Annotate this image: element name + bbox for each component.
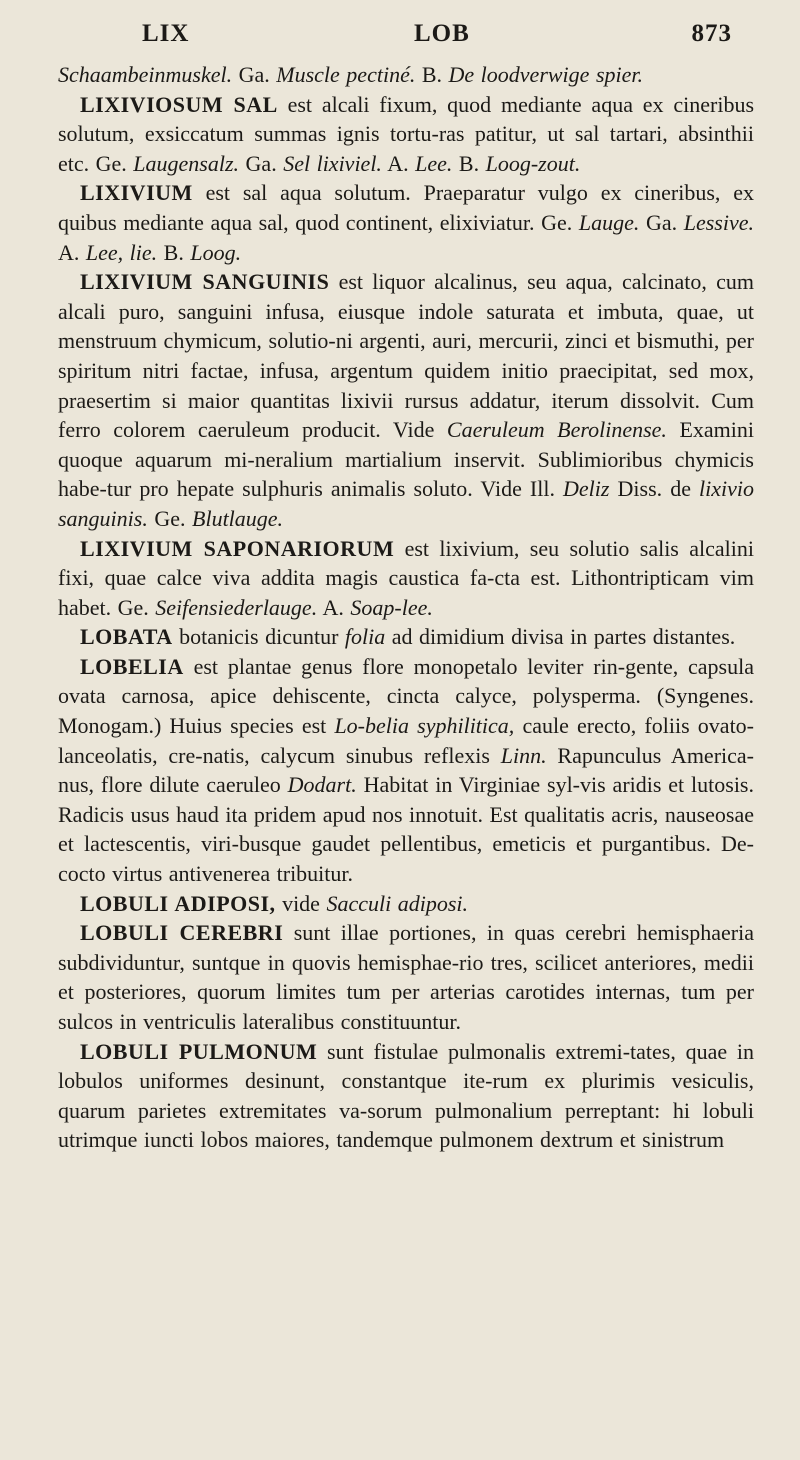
italic-text: Sel lixiviel. [283,150,382,176]
dictionary-entry [58,622,754,652]
entry-text: sunt illae portiones, in quas cerebri hemisphaeria subdividuntur, suntque in quovis hemisphae-rio tres, scilicet anteriores, medii et posteriores, quorum limites tum per arterias carotides internas, tum per sulcos in ventriculis lateralibus constituuntur. [58,920,754,1034]
italic-text: Schaambeinmuskel. [58,62,233,87]
italic-text: Laugensalz. [133,150,240,176]
italic-text: De loodverwige spier. [448,62,643,87]
entry-text: A. [58,239,86,265]
italic-text: Deliz [563,476,610,502]
italic-text: lixivio sanguinis. [58,476,755,531]
italic-text: Linn. [500,742,547,768]
entry-headword: LIXIVIUM SAPONARIORUM [80,535,395,561]
dictionary-entry [58,90,754,179]
entry-text: Ge. [147,505,193,531]
dictionary-entry [58,918,754,1036]
entry-text: sunt fistulae pulmonalis extremi-tates, quae in lobulos uniformes desinunt, constantque ite-rum ex plurimis vesiculis, quarum parietes extremitates va-sorum pulmonalium perreptant: hi lobuli utrimque iuncti lobos maiores, tandemque pulmonem dextrum et sinistrum [58,1038,754,1153]
entry-text: est liquor alcalinus, seu aqua, calcinato, cum alcali puro, sanguini infusa, eiusque indole saturata et imbuta, quae, ut menstruum chymicum, solutio-ni argenti, auri, mercurii, zinci et bismuthi, per spiritum nitri factae, infusa, argentum quidem initio praecipitat, sed mox, praesertim si maior quantitas lixivii rursus addatur, iterum dissolvit. Cum ferro colorem caeruleum producit. Vide [58,269,754,443]
entry-text: B. [452,150,486,176]
entry-headword: LOBATA [80,624,173,650]
italic-text: Caeruleum Berolinense. [446,417,667,443]
italic-text: Lee. [415,150,453,176]
entry-text: botanicis dicuntur [172,624,345,650]
entry-text: vide [275,890,327,916]
entry-headword: LOBULI CEREBRI [80,920,284,946]
italic-text: Sacculi adiposi. [326,890,468,916]
dictionary-entry [58,267,754,533]
entry-text: B. [415,62,449,87]
italic-text: Loog-zout. [485,150,581,176]
running-header [58,16,754,60]
entry-text: Habitat in Virginiae syl-vis aridis et lutosis. Radicis usus haud ita pridem apud nos innotuit. Est qualitatis acris, nauseosae et lactescentis, viri-busque gaudet pellentibus, emeticis et purgantibus. De-cocto virtus antivenerea tribuitur. [58,772,754,887]
entry-headword: LOBULI ADIPOSI, [80,890,276,916]
entry-text: est alcali fixum, quod mediante aqua ex cineribus solutum, exsiccatum summas ignis tortu-ras patitur, ut sal tartari, absinthii etc. Ge. [58,91,755,176]
dictionary-entry [58,178,754,267]
entry-text: Ga. [232,62,277,87]
entry-headword: LIXIVIOSUM SAL [80,91,278,117]
italic-text: folia [344,624,386,650]
entry-headword: LOBULI PULMONUM [80,1038,318,1064]
entry-text: Diss. de [609,476,700,502]
entry-text: B. [157,239,191,265]
dictionary-entry [58,534,754,623]
italic-text: Seifensiederlauge. [155,594,318,620]
italic-text: Muscle pectiné. [276,62,416,87]
entry-text: est sal aqua solutum. Praeparatur vulgo ex cineribus, ex quibus mediante aqua sal, quod continent, elixiviatur. Ge. [58,180,754,235]
entry-text: est lixivium, seu solutio salis alcalini fixi, quae calce viva addita magis caustica fa-cta est. Lithontripticam vim habet. Ge. [58,535,754,620]
entry-text: est plantae genus flore monopetalo leviter rin-gente, capsula ovata carnosa, apice dehiscente, cincta calyce, polysperma. (Syngenes. Monogam.) Huius species est [58,653,754,739]
entry-text: Ga. [639,209,684,235]
entry-text: ad dimidium divisa in partes distantes. [385,624,736,650]
entry-text: caule erecto, foliis ovato-lanceolatis, cre-natis, calycum sinubus reflexis [58,713,755,768]
entry-text: A. [381,150,416,176]
headword-guide: LOB [414,20,470,47]
italic-text: Blutlauge. [192,505,284,531]
italic-text: Lauge. [578,209,640,235]
entry-headword: LIXIVIUM [80,180,193,206]
italic-text: Loog. [190,239,242,265]
entry-text: Examini quoque aquarum mi-neralium martialium inservit. Sublimioribus chymicis habe-tur pro hepate sulphuris animalis soluto. Vide Ill. [58,417,754,502]
dictionary-entry [58,889,754,919]
italic-text: Lessive. [683,209,754,235]
italic-text: Lee, lie. [85,239,158,265]
section-numeral: LIX [142,20,190,47]
italic-text: Lo-belia syphilitica, [334,713,515,739]
entry-text: Ga. [239,150,284,176]
entries-column [58,60,754,1155]
entry-text: Rapunculus America-nus, flore dilute caeruleo [58,742,754,798]
italic-text: Soap-lee. [350,594,433,620]
entry-continuation [58,60,754,90]
page-number: 873 [691,20,732,47]
entry-headword: LIXIVIUM SANGUINIS [80,269,330,295]
dictionary-entry [58,1037,754,1155]
italic-text: Dodart. [287,772,357,798]
entry-text: A. [317,594,351,620]
entry-headword: LOBELIA [80,653,184,679]
dictionary-entry [58,652,754,889]
